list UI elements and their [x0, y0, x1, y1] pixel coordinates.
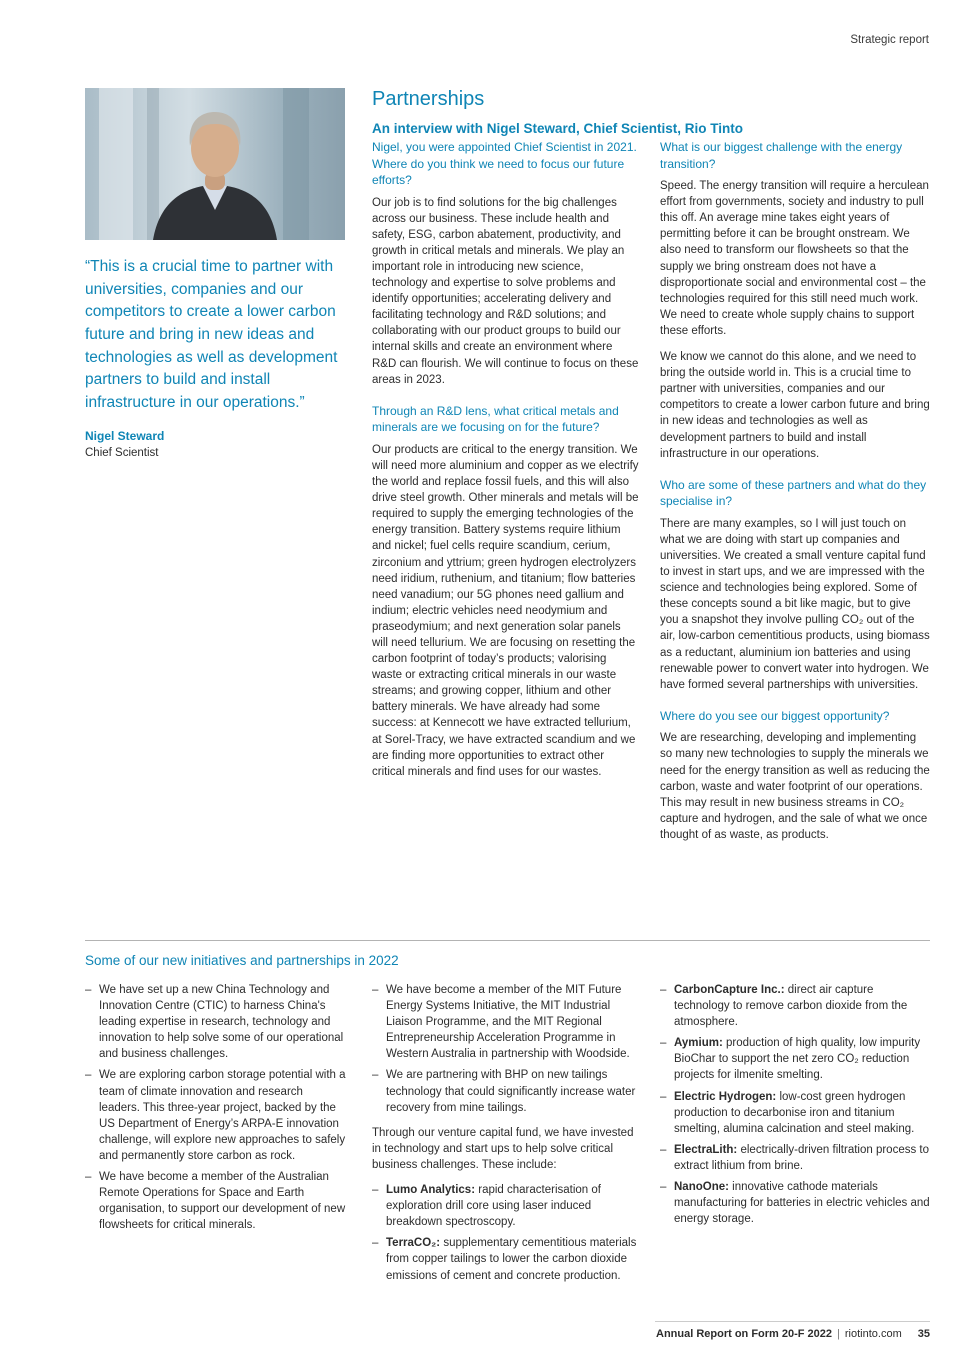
- initiatives-column-1: [85, 982, 347, 1238]
- interview-answer: Our job is to find solutions for the big challenges across our business. These include health and safety, ESG, carbon abatement, productivity, and growth in critical metals and minerals. We play an important role in introducing new science, technology and expertise to solve problems and identify opportunities; accelerating delivery and facilitating technology and R&D solutions; and collaborating with our product groups to build our internal skills and create an environment where R&D can flourish. We will continue to focus on these areas in 2023.: [372, 196, 639, 386]
- initiative-text: We are partnering with BHP on new tailings technology that could significantly increase water recovery from mine tailings.: [386, 1069, 636, 1114]
- interview-answer: We know we cannot do this alone, and we need to bring the outside world in. This is a crucial time to partner with universities, companies and our competitors to create a lower carbon future and bring in new ideas and technologies as well as development partners to build and install infrastructure in our operations.: [660, 351, 930, 460]
- initiative-text: [674, 982, 930, 1030]
- pull-quote: “This is a crucial time to partner with universities, companies and our competitors to create a lower carbon future and bring in new ideas and technologies as well as development partners to build and install infrastructure in our operations.”: [85, 258, 338, 411]
- footer-report-title: Annual Report on Form 20-F 2022: [656, 1328, 833, 1340]
- initiatives-column-2: [372, 982, 639, 1289]
- bullet-marker: –: [372, 984, 379, 996]
- initiative-text: [674, 1142, 930, 1174]
- initiative-item: [660, 1179, 930, 1227]
- initiative-item: [372, 1067, 639, 1115]
- venture-fund-intro: Through our venture capital fund, we have invested in technology and start ups to help solve critical business challenges. These include:: [372, 1126, 634, 1171]
- initiative-text: [386, 1235, 639, 1283]
- bullet-marker: –: [372, 1184, 379, 1197]
- interview-answer: Our products are critical to the energy transition. We will need more aluminium and copper as we electrify the world and replace fossil fuels, and this will also drive steel growth. Other minerals and metals will be required to supply the emerging technologies of the energy transition. Battery systems require lithium and nickel; fuel cells require scandium, cerium, zirconium and yttrium; green hydrogen electrolyzers need iridium, ruthenium, and titanium; flow batteries need vanadium; our 5G phones need gallium and indium; electric vehicles need neodymium and praseodymium; and next generation solar panels will need tellurium. We are focusing on resetting the carbon footprint of today’s products; valorising waste or extracting critical minerals in our waste streams; and growing copper, lithium and other battery minerals. We have already had some success: at Kennecott we have extracted tellurium, at Sorel-Tracy, we have extracted scandium and we are finding more opportunities to extract other critical minerals and find uses for our wastes.: [372, 443, 639, 778]
- initiative-item: [372, 1235, 639, 1283]
- initiative-text: We have become a member of the Australian Remote Operations for Space and Earth organisation, to support our development of new flowsheets for critical minerals.: [99, 1171, 346, 1232]
- initiative-text: We are exploring carbon storage potential with a team of climate innovation and research leaders. This three-year project, backed by the US Department of Energy’s ARPA-E innovation challenge, will explore new approaches to safely and permanently store carbon as rock.: [99, 1069, 346, 1162]
- initiative-item: [372, 1182, 639, 1230]
- section-label: Strategic report: [850, 34, 929, 46]
- profile-column: [85, 88, 345, 459]
- initiative-text: [674, 1035, 930, 1083]
- initiatives-column-3: [660, 982, 930, 1232]
- initiatives-heading: Some of our new initiatives and partnerships in 2022: [85, 953, 399, 968]
- article-subtitle: An interview with Nigel Steward, Chief Scientist, Rio Tinto: [372, 121, 744, 136]
- bullet-marker: –: [660, 1181, 667, 1194]
- initiative-text: [674, 1089, 930, 1137]
- section-divider: [85, 940, 930, 941]
- initiative-text: We have set up a new China Technology and Innovation Centre (CTIC) to harness China's leading expertise in research, technology and innovation to help solve some of our operational and business challenges.: [99, 984, 344, 1061]
- bullet-marker: –: [85, 1171, 92, 1184]
- person-name: Nigel Steward: [85, 429, 165, 444]
- bullet-marker: –: [660, 984, 667, 996]
- bullet-marker: –: [372, 1237, 379, 1250]
- initiative-item: [660, 1142, 930, 1174]
- initiative-body: rapid characterisation of exploration drill core using laser induced breakdown spectroscopy.: [386, 1184, 601, 1229]
- interview-question: Through an R&D lens, what critical metals and minerals are we focusing on for the future?: [372, 403, 619, 435]
- bullet-marker: –: [85, 984, 92, 996]
- interview-answer: We are researching, developing and implementing so many new technologies to supply the minerals we need for the energy transition as well as reducing the carbon, waste and water footprint of our operations. This may result in new business streams in CO₂ capture and hydrogen, and the sale of what we once thought of as waste, as products.: [660, 732, 930, 841]
- initiative-item: [660, 982, 930, 1030]
- bullet-marker: –: [660, 1143, 667, 1156]
- initiative-lead: Aymium:: [674, 1037, 723, 1050]
- initiative-item: [85, 982, 347, 1062]
- initiative-lead: ElectraLith:: [674, 1143, 738, 1156]
- interview-column-2: [660, 139, 930, 853]
- initiative-item: [372, 982, 639, 1062]
- interview-answer: There are many examples, so I will just touch on what we are doing with start up companies and universities. We created a small venture capital fund to invest in start ups, and we are impressed with the science and technologies being explored. Some of these concepts sound a bit like magic, but to give you a snapshot they involve pulling CO₂ out of the air, low-carbon cementitious products, using biomass as a reductant, aluminium ion batteries and using renewable power to convert water into hydrogen. We have formed several partnerships with universities.: [660, 517, 930, 691]
- page-number: 35: [917, 1328, 930, 1340]
- initiative-text: [674, 1179, 930, 1227]
- interview-answer: Speed. The energy transition will require a herculean effort from governments, society and industry to pull this off. An average mine takes eight years of permitting before it can be brought onstream. We also need to transform our flowsheets so that the supply we bring onstream does not have a disproportionate social and environmental cost – the technologies required for this still need much work. We need to create whole supply chains to support these efforts.: [660, 180, 929, 337]
- initiative-item: [660, 1035, 930, 1083]
- initiative-lead: NanoOne:: [674, 1181, 729, 1194]
- initiative-body: electrically-driven filtration process to extract lithium from brine.: [674, 1143, 930, 1172]
- interview-question: Nigel, you were appointed Chief Scientist in 2021. Where do you think we need to focus our future efforts?: [372, 140, 637, 188]
- bullet-marker: –: [660, 1037, 667, 1050]
- portrait-photo: [85, 88, 345, 240]
- initiative-lead: Lumo Analytics:: [386, 1184, 476, 1197]
- interview-question: Where do you see our biggest opportunity?: [660, 708, 890, 723]
- portrait-illustration: [85, 88, 345, 240]
- initiative-body: low-cost green hydrogen production to decarbonise iron and titanium smelting, alumina calcination and steel making.: [674, 1090, 915, 1135]
- initiative-body: supplementary cementitious materials from copper tailings to lower the carbon dioxide emissions of cement and concrete production.: [386, 1237, 637, 1282]
- initiative-item: [85, 1067, 347, 1164]
- interview-question: What is our biggest challenge with the energy transition?: [660, 140, 903, 171]
- page-footer: [560, 1328, 930, 1340]
- initiative-text: We have become a member of the MIT Future Energy Systems Initiative, the MIT Industrial Liaison Programme, and the MIT Regional Entrepreneurship Acceleration Programme in Western Australia in partnership with Woodside.: [386, 984, 630, 1061]
- bullet-marker: –: [85, 1069, 92, 1082]
- bullet-marker: –: [660, 1090, 667, 1103]
- initiative-lead: Electric Hydrogen:: [674, 1090, 777, 1103]
- interview-question: Who are some of these partners and what do they specialise in?: [660, 477, 927, 509]
- footer-website-link[interactable]: riotinto.com: [844, 1328, 902, 1340]
- initiative-item: [85, 1169, 347, 1233]
- footer-separator: |: [837, 1328, 840, 1340]
- initiative-body: direct air capture technology to remove carbon dioxide from the atmosphere.: [674, 984, 908, 1029]
- article-header: [372, 88, 932, 138]
- initiative-lead: TerraCO₂:: [386, 1237, 441, 1250]
- initiative-lead: CarbonCapture Inc.:: [674, 984, 785, 996]
- article-title: Partnerships: [372, 88, 485, 110]
- footer-divider: [655, 1321, 930, 1322]
- bullet-marker: –: [372, 1069, 379, 1082]
- initiative-body: production of high quality, low impurity BioChar to support the net zero CO₂ reduction projects for ilmenite smelting.: [674, 1037, 921, 1082]
- interview-column-1: [372, 139, 639, 790]
- initiative-body: innovative cathode materials manufacturing for batteries in electric vehicles and energy storage.: [674, 1181, 930, 1226]
- initiative-item: [660, 1089, 930, 1137]
- initiative-text: [386, 1182, 639, 1230]
- person-title: Chief Scientist: [85, 447, 159, 460]
